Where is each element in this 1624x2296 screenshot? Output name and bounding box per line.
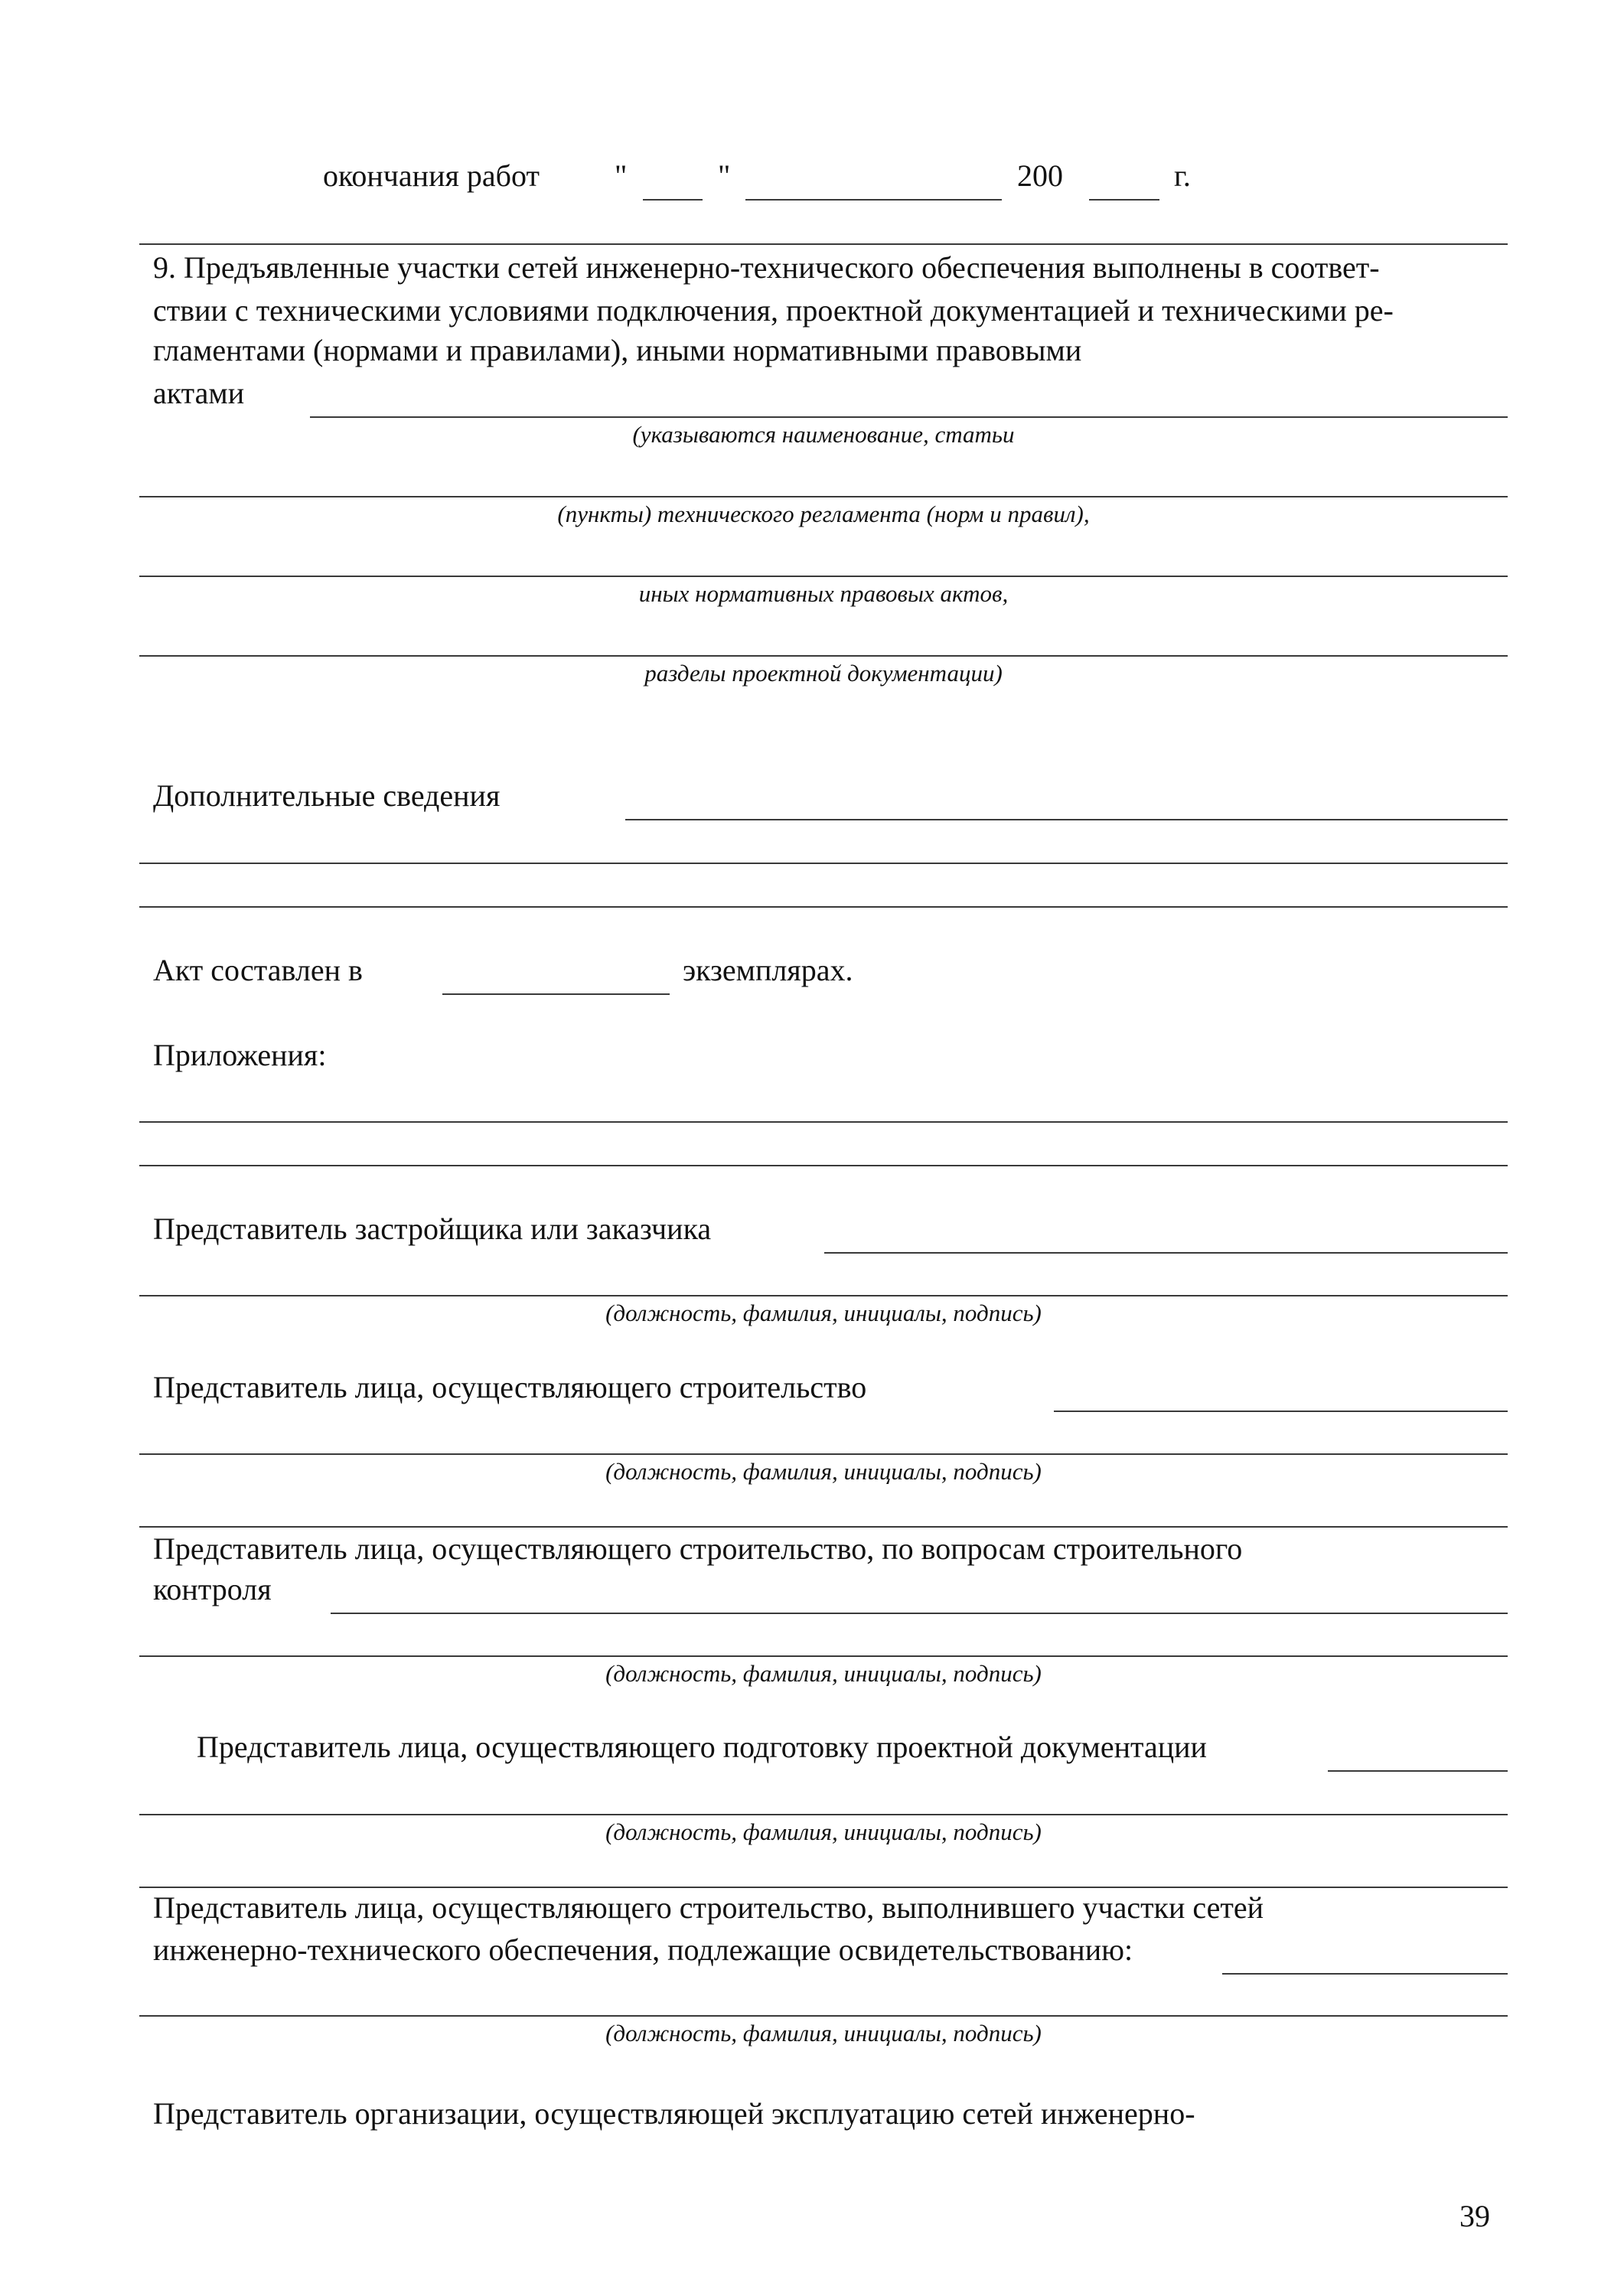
normative-acts-caption-2: (пункты) технического регламента (норм и правил), bbox=[557, 501, 1090, 527]
attachments-label: Приложения: bbox=[153, 1038, 327, 1072]
attachments-field-1[interactable] bbox=[139, 1121, 1508, 1123]
normative-acts-field-4[interactable] bbox=[139, 655, 1508, 657]
additional-info-field-3[interactable] bbox=[139, 906, 1508, 908]
normative-acts-field[interactable] bbox=[310, 416, 1508, 418]
date-quote-open: " bbox=[615, 158, 628, 193]
section-divider bbox=[139, 243, 1508, 245]
executor-rep-label-line2: инженерно-технического обеспечения, подлежащие освидетельствованию: bbox=[153, 1932, 1133, 1967]
section9-line2: ствии с техническими условиями подключения, проектной документацией и техническими ре- bbox=[153, 293, 1394, 328]
control-rep-field[interactable] bbox=[331, 1613, 1508, 1614]
control-rep-field-2[interactable] bbox=[139, 1655, 1508, 1657]
executor-signature-caption: (должность, фамилия, инициалы, подпись) bbox=[605, 2020, 1042, 2047]
month-field[interactable] bbox=[745, 199, 1002, 201]
date-quote-close: " bbox=[718, 158, 731, 193]
end-of-works-label: окончания работ bbox=[323, 158, 540, 193]
control-rep-label-line2: контроля bbox=[153, 1572, 272, 1606]
section9-line4: актами bbox=[153, 376, 245, 410]
designer-signature-caption: (должность, фамилия, инициалы, подпись) bbox=[605, 1818, 1042, 1845]
act-copies-label: Акт составлен в bbox=[153, 953, 363, 987]
developer-signature-caption: (должность, фамилия, инициалы, подпись) bbox=[605, 1300, 1042, 1326]
section9-line1: 9. Предъявленные участки сетей инженерно-технического обеспечения выполнены в соответ- bbox=[153, 250, 1380, 285]
act-copies-suffix: экземплярах. bbox=[683, 953, 853, 987]
control-signature-caption: (должность, фамилия, инициалы, подпись) bbox=[605, 1660, 1042, 1687]
normative-acts-field-2[interactable] bbox=[139, 496, 1508, 497]
builder-rep-label: Представитель лица, осуществляющего строительство bbox=[153, 1370, 867, 1404]
day-field[interactable] bbox=[643, 199, 703, 201]
control-rep-label-line1: Представитель лица, осуществляющего строительство, по вопросам строительного bbox=[153, 1531, 1243, 1566]
attachments-field-2[interactable] bbox=[139, 1165, 1508, 1166]
section-divider bbox=[139, 1526, 1508, 1528]
executor-rep-label-line1: Представитель лица, осуществляющего строительство, выполнившего участки сетей bbox=[153, 1890, 1264, 1925]
builder-rep-field[interactable] bbox=[1054, 1411, 1508, 1412]
section-divider bbox=[139, 1887, 1508, 1888]
normative-acts-caption-4: разделы проектной документации) bbox=[644, 660, 1003, 687]
designer-rep-field[interactable] bbox=[1328, 1770, 1508, 1772]
executor-rep-field[interactable] bbox=[1222, 1973, 1508, 1975]
copies-count-field[interactable] bbox=[442, 993, 670, 995]
builder-signature-caption: (должность, фамилия, инициалы, подпись) bbox=[605, 1458, 1042, 1485]
executor-rep-field-2[interactable] bbox=[139, 2015, 1508, 2017]
year-prefix: 200 bbox=[1017, 158, 1063, 193]
year-field[interactable] bbox=[1089, 199, 1159, 201]
designer-rep-field-2[interactable] bbox=[139, 1814, 1508, 1815]
section9-line3: гламентами (нормами и правилами), иными нормативными правовыми bbox=[153, 333, 1082, 367]
normative-acts-caption-1: (указываются наименование, статьи bbox=[632, 421, 1015, 448]
normative-acts-field-3[interactable] bbox=[139, 576, 1508, 577]
designer-rep-label: Представитель лица, осуществляющего подготовку проектной документации bbox=[197, 1730, 1207, 1764]
page-number: 39 bbox=[1459, 2199, 1490, 2233]
developer-rep-field[interactable] bbox=[824, 1252, 1508, 1254]
builder-rep-field-2[interactable] bbox=[139, 1453, 1508, 1455]
developer-rep-field-2[interactable] bbox=[139, 1295, 1508, 1296]
operator-rep-label-line1: Представитель организации, осуществляющей эксплуатацию сетей инженерно- bbox=[153, 2096, 1195, 2131]
normative-acts-caption-3: иных нормативных правовых актов, bbox=[638, 580, 1009, 607]
additional-info-field[interactable] bbox=[625, 819, 1508, 820]
additional-info-field-2[interactable] bbox=[139, 863, 1508, 864]
developer-rep-label: Представитель застройщика или заказчика bbox=[153, 1212, 712, 1246]
year-suffix: г. bbox=[1174, 158, 1191, 193]
additional-info-label: Дополнительные сведения bbox=[153, 778, 501, 813]
